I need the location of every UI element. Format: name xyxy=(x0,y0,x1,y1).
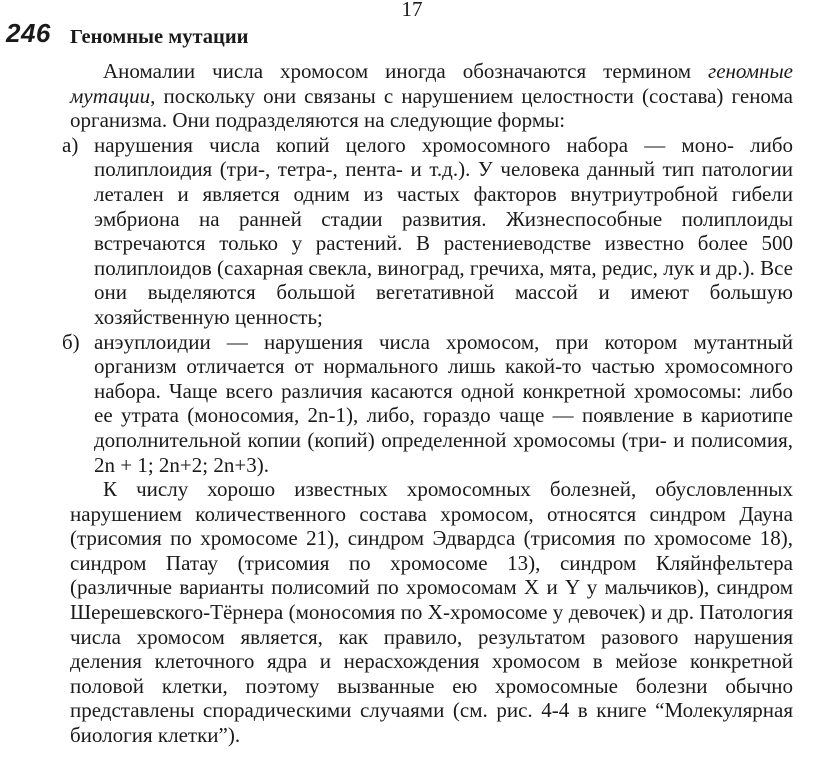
intro-text-start: Аномалии числа хромосом иногда обозначаются термином xyxy=(103,59,708,83)
italic-term: геномные мутации xyxy=(70,59,793,108)
list-item-a xyxy=(62,132,793,330)
intro-paragraph xyxy=(70,59,793,133)
list-marker: а) xyxy=(62,132,79,157)
list-item-text: нарушения числа копий целого хромосомного набора — моно- либо полиплоидия (три-, тетра-, пента- и т.д.). У человека данный тип патологии летален и является одним из частых факторов внутриутробной гибели эмбриона на ранней стадии развития. Жизнеспособные полиплоиды встречаются только у растений. В растениеводстве известно более 500 полиплоидов (сахарная свекла, виноград, гречиха, мята, редис, лук и др.). Все они выделяются большой вегетативной массой и имеют большую хозяйственную ценность; xyxy=(94,132,793,329)
list-marker: б) xyxy=(62,329,80,354)
list-item-text: анэуплоидии — нарушения числа хромосом, при котором мутантный организм отличается от нормального лишь какой-то частью хромосомного набора. Чаще всего различия касаются одной конкретной хромосомы: либо ее утрата (моносомия, 2n-1), либо, гораздо чаще — появление в кариотипе дополнительной копии (копий) определенной хромосомы (три- и полисомия, 2n + 1; 2n+2; 2n+3). xyxy=(94,329,793,477)
section-heading: Геномные мутации xyxy=(70,26,249,48)
page-number: 17 xyxy=(401,0,423,21)
intro-text-end: , поскольку они связаны с нарушением целостности (состава) генома организма. Они подразделяются на следующие формы: xyxy=(70,83,793,133)
closing-paragraph: К числу хорошо известных хромосомных болезней, обусловленных нарушением количественного состава хромосом, относятся синдром Дауна (трисомия по хромосоме 21), синдром Эдвардса (трисомия по хромосоме 18), синдром Патау (трисомия по хромосоме 13), синдром Кляйнфельтера (различные варианты полисомий по хромосомам X и Y у мальчиков), синдром Шерешевского-Тёрнера (моносомия по X-хромосоме у девочек) и др. Патология числа хромосом является, как правило, результатом разового нарушения деления клеточного ядра и нерасхождения хромосом в мейозе конкретной половой клетки, поэтому вызванные ею хромосомные болезни обычно представлены спорадическими случаями (см. рис. 4-4 в книге “Молекулярная биология клетки”). xyxy=(70,477,793,748)
body-text xyxy=(62,59,793,748)
question-number: 246 xyxy=(6,18,51,48)
list-item-b xyxy=(62,329,793,478)
